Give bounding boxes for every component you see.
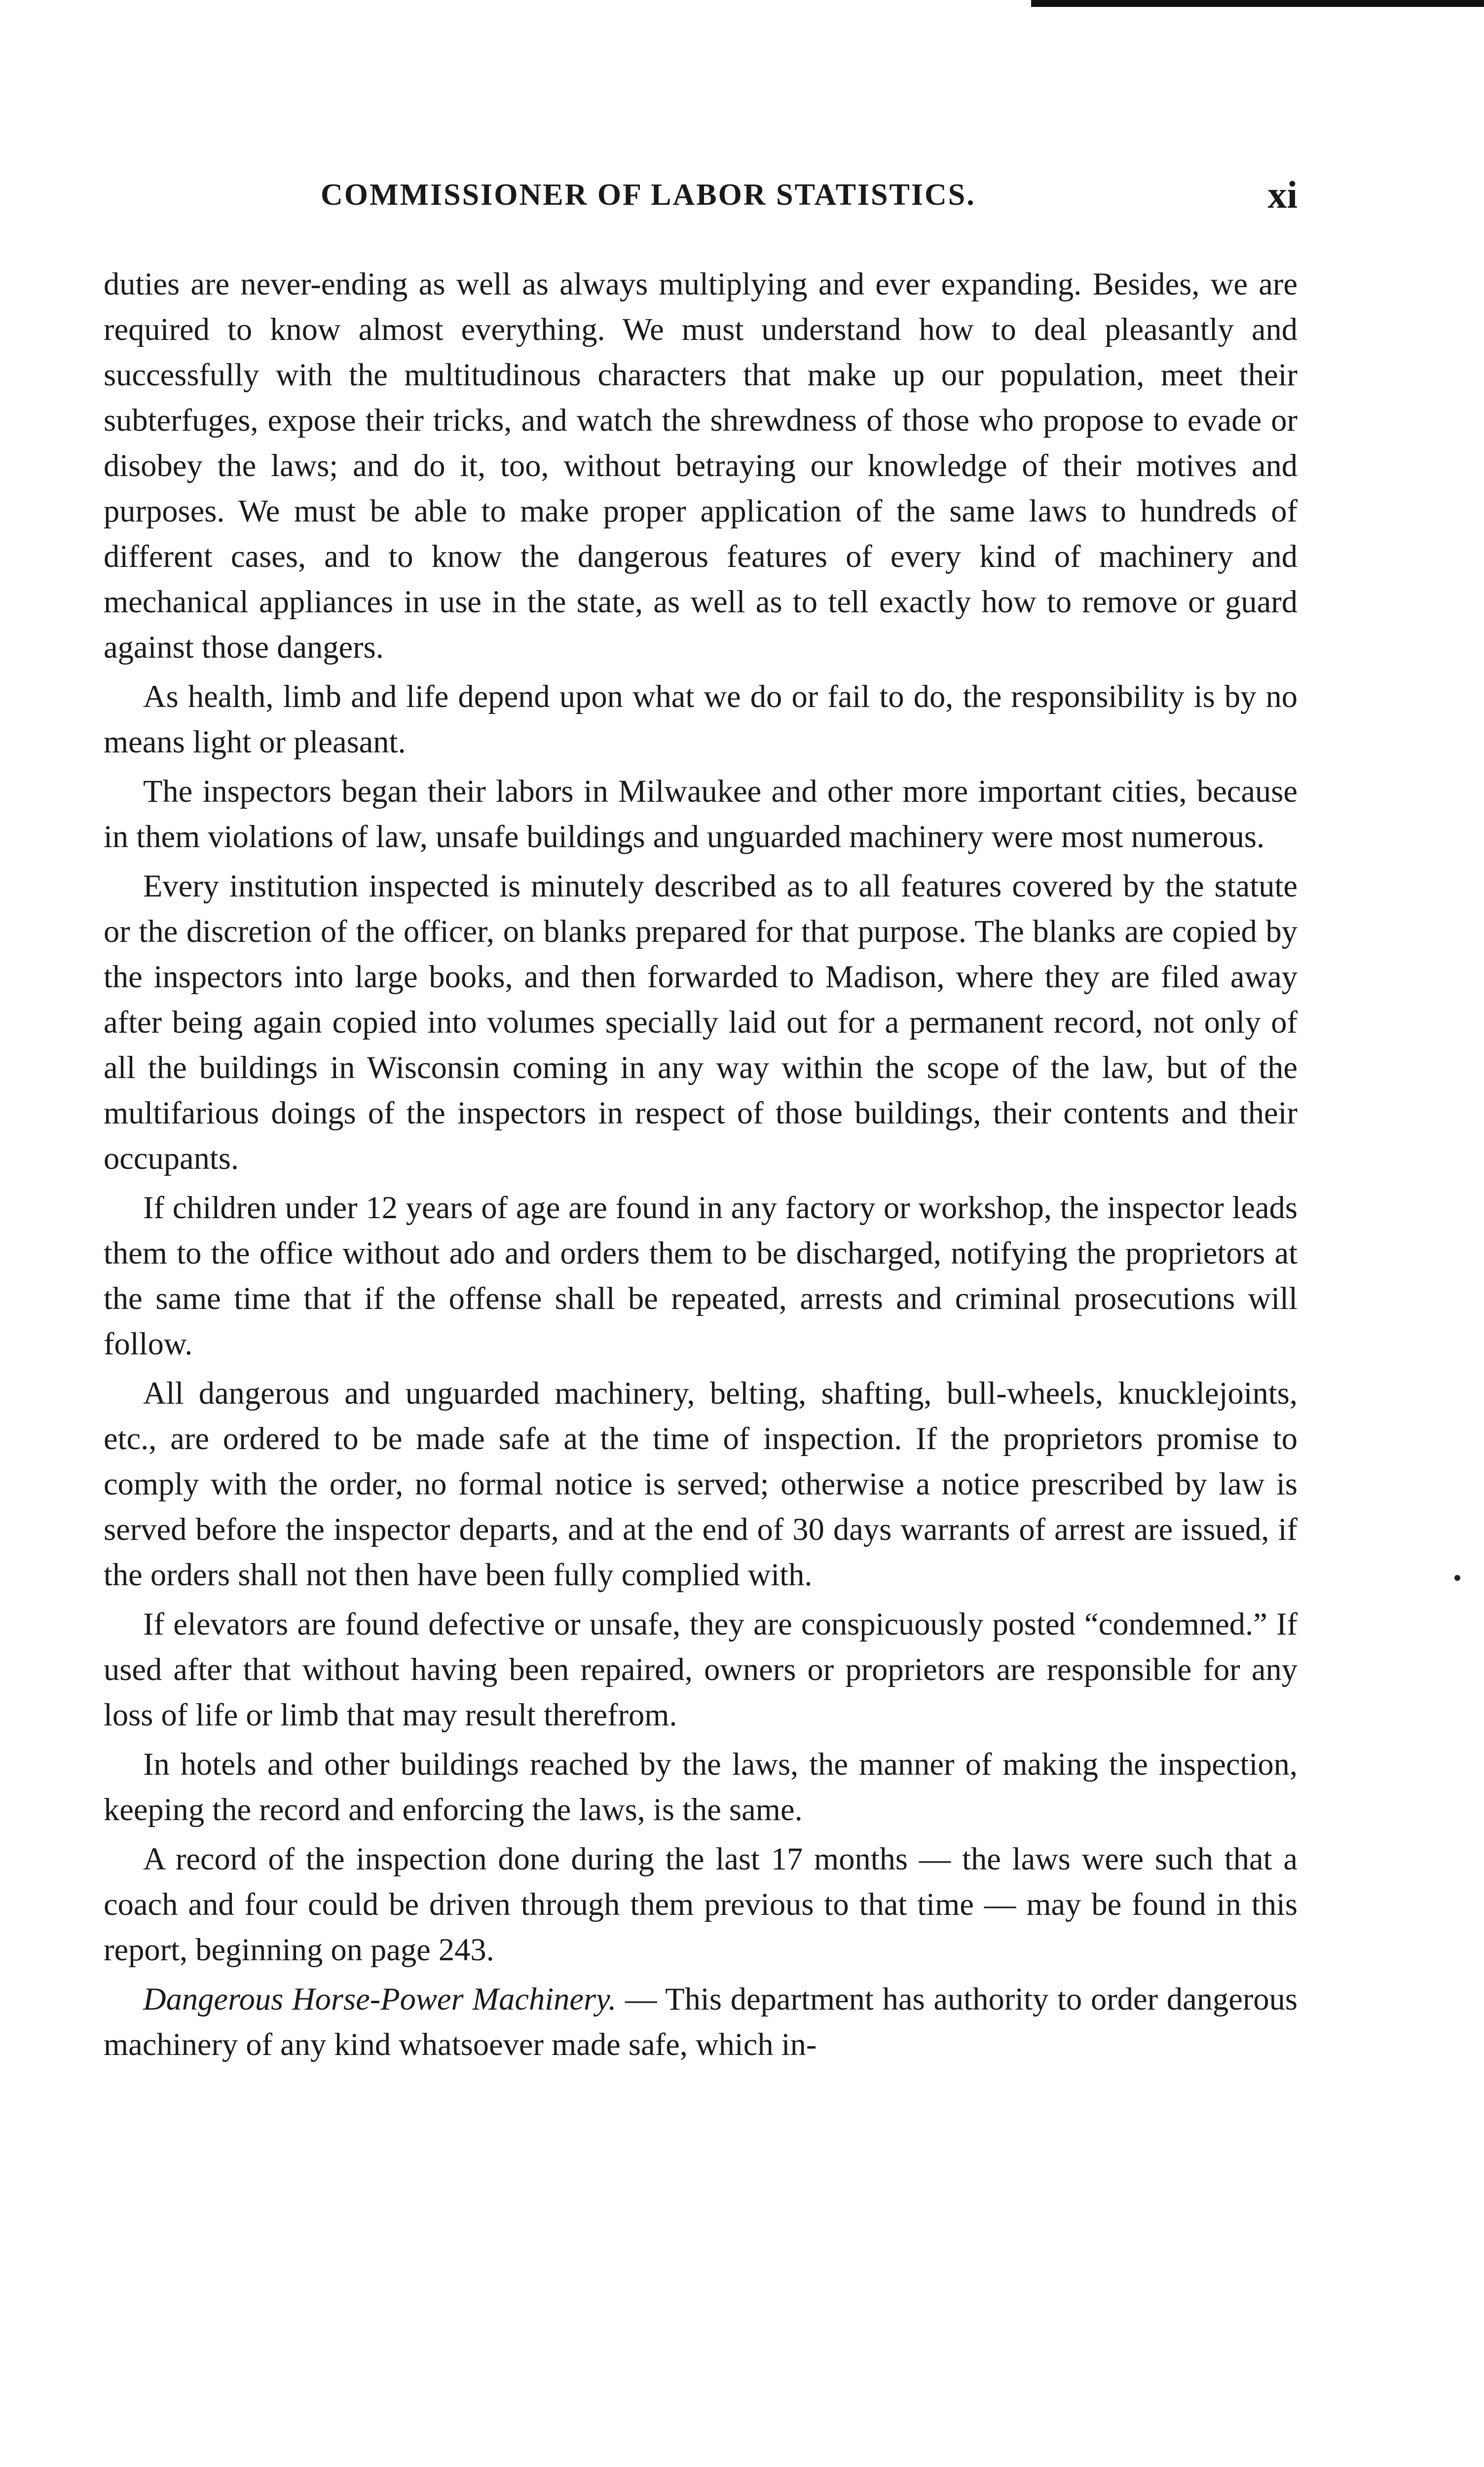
paragraph-10 [104, 1977, 1298, 2067]
paragraph-4: Every institution inspected is minutely described as to all features covered by the statute or the discretion of the officer, on blanks prepared for that purpose. The blanks are copied by the inspectors into large books, and then forwarded to Madison, where they are filed away after being again copied into volumes specially laid out for a permanent record, not only of all the buildings in Wisconsin coming in any way within the scope of the law, but of the multifarious doings of the inspectors in respect of those buildings, their contents and their occupants. [104, 868, 1298, 1176]
paragraph-7: If elevators are found defective or unsafe, they are conspicuously posted “condemned.” If used after that without having been repaired, owners or proprietors are responsible for any loss of life or limb that may result therefrom. [104, 1607, 1298, 1732]
paragraph-3: The inspectors began their labors in Milwaukee and other more important cities, because in them violations of law, unsafe buildings and unguarded machinery were most numerous. [104, 774, 1298, 854]
margin-speck [1454, 1575, 1460, 1581]
body-text [104, 262, 1298, 2071]
paragraph-6: All dangerous and unguarded machinery, belting, shafting, bull-wheels, knucklejoints, etc., are ordered to be made safe at the time of inspection. If the proprietors promise to comply with the order, no formal notice is served; otherwise a notice prescribed by law is served before the inspector departs, and at the end of 30 days warrants of arrest are issued, if the orders shall not then have been fully complied with. [104, 1376, 1298, 1592]
paragraph-10-text: — This department has authority to order dangerous machinery of any kind whatsoever made safe, which in- [104, 1981, 1298, 2062]
paragraph-5: If children under 12 years of age are found in any factory or workshop, the inspector leads them to the office without ado and orders them to be discharged, notifying the proprietors at the same time that if the offense shall be repeated, arrests and criminal prosecutions will follow. [104, 1190, 1298, 1361]
paragraph-9: A record of the inspection done during the last 17 months — the laws were such that a coach and four could be driven through them previous to that time — may be found in this report, beginning on page 243. [104, 1841, 1298, 1967]
paragraph-1: duties are never-ending as well as always multiplying and ever expanding. Besides, we are required to know almost everything. We must understand how to deal pleasantly and successfully with the multitudinous characters that make up our population, meet their subterfuges, expose their tricks, and watch the shrewdness of those who propose to evade or disobey the laws; and do it, too, without betraying our knowledge of their motives and purposes. We must be able to make proper application of the same laws to hundreds of different cases, and to know the dangerous features of every kind of machinery and mechanical appliances in use in the state, as well as to tell exactly how to remove or guard against those dangers. [104, 266, 1298, 665]
page-header [104, 173, 1298, 227]
side-heading: Dangerous Horse-Power Machinery. [143, 1981, 617, 2017]
page-number: xi [1267, 173, 1298, 216]
top-edge-rule [1031, 0, 1484, 7]
paragraph-2: As health, limb and life depend upon what we do or fail to do, the responsibility is by no means light or pleasant. [104, 679, 1298, 759]
running-head: COMMISSIONER OF LABOR STATISTICS. [321, 178, 976, 212]
paragraph-8: In hotels and other buildings reached by the laws, the manner of making the inspection, keeping the record and enforcing the laws, is the same. [104, 1747, 1298, 1827]
